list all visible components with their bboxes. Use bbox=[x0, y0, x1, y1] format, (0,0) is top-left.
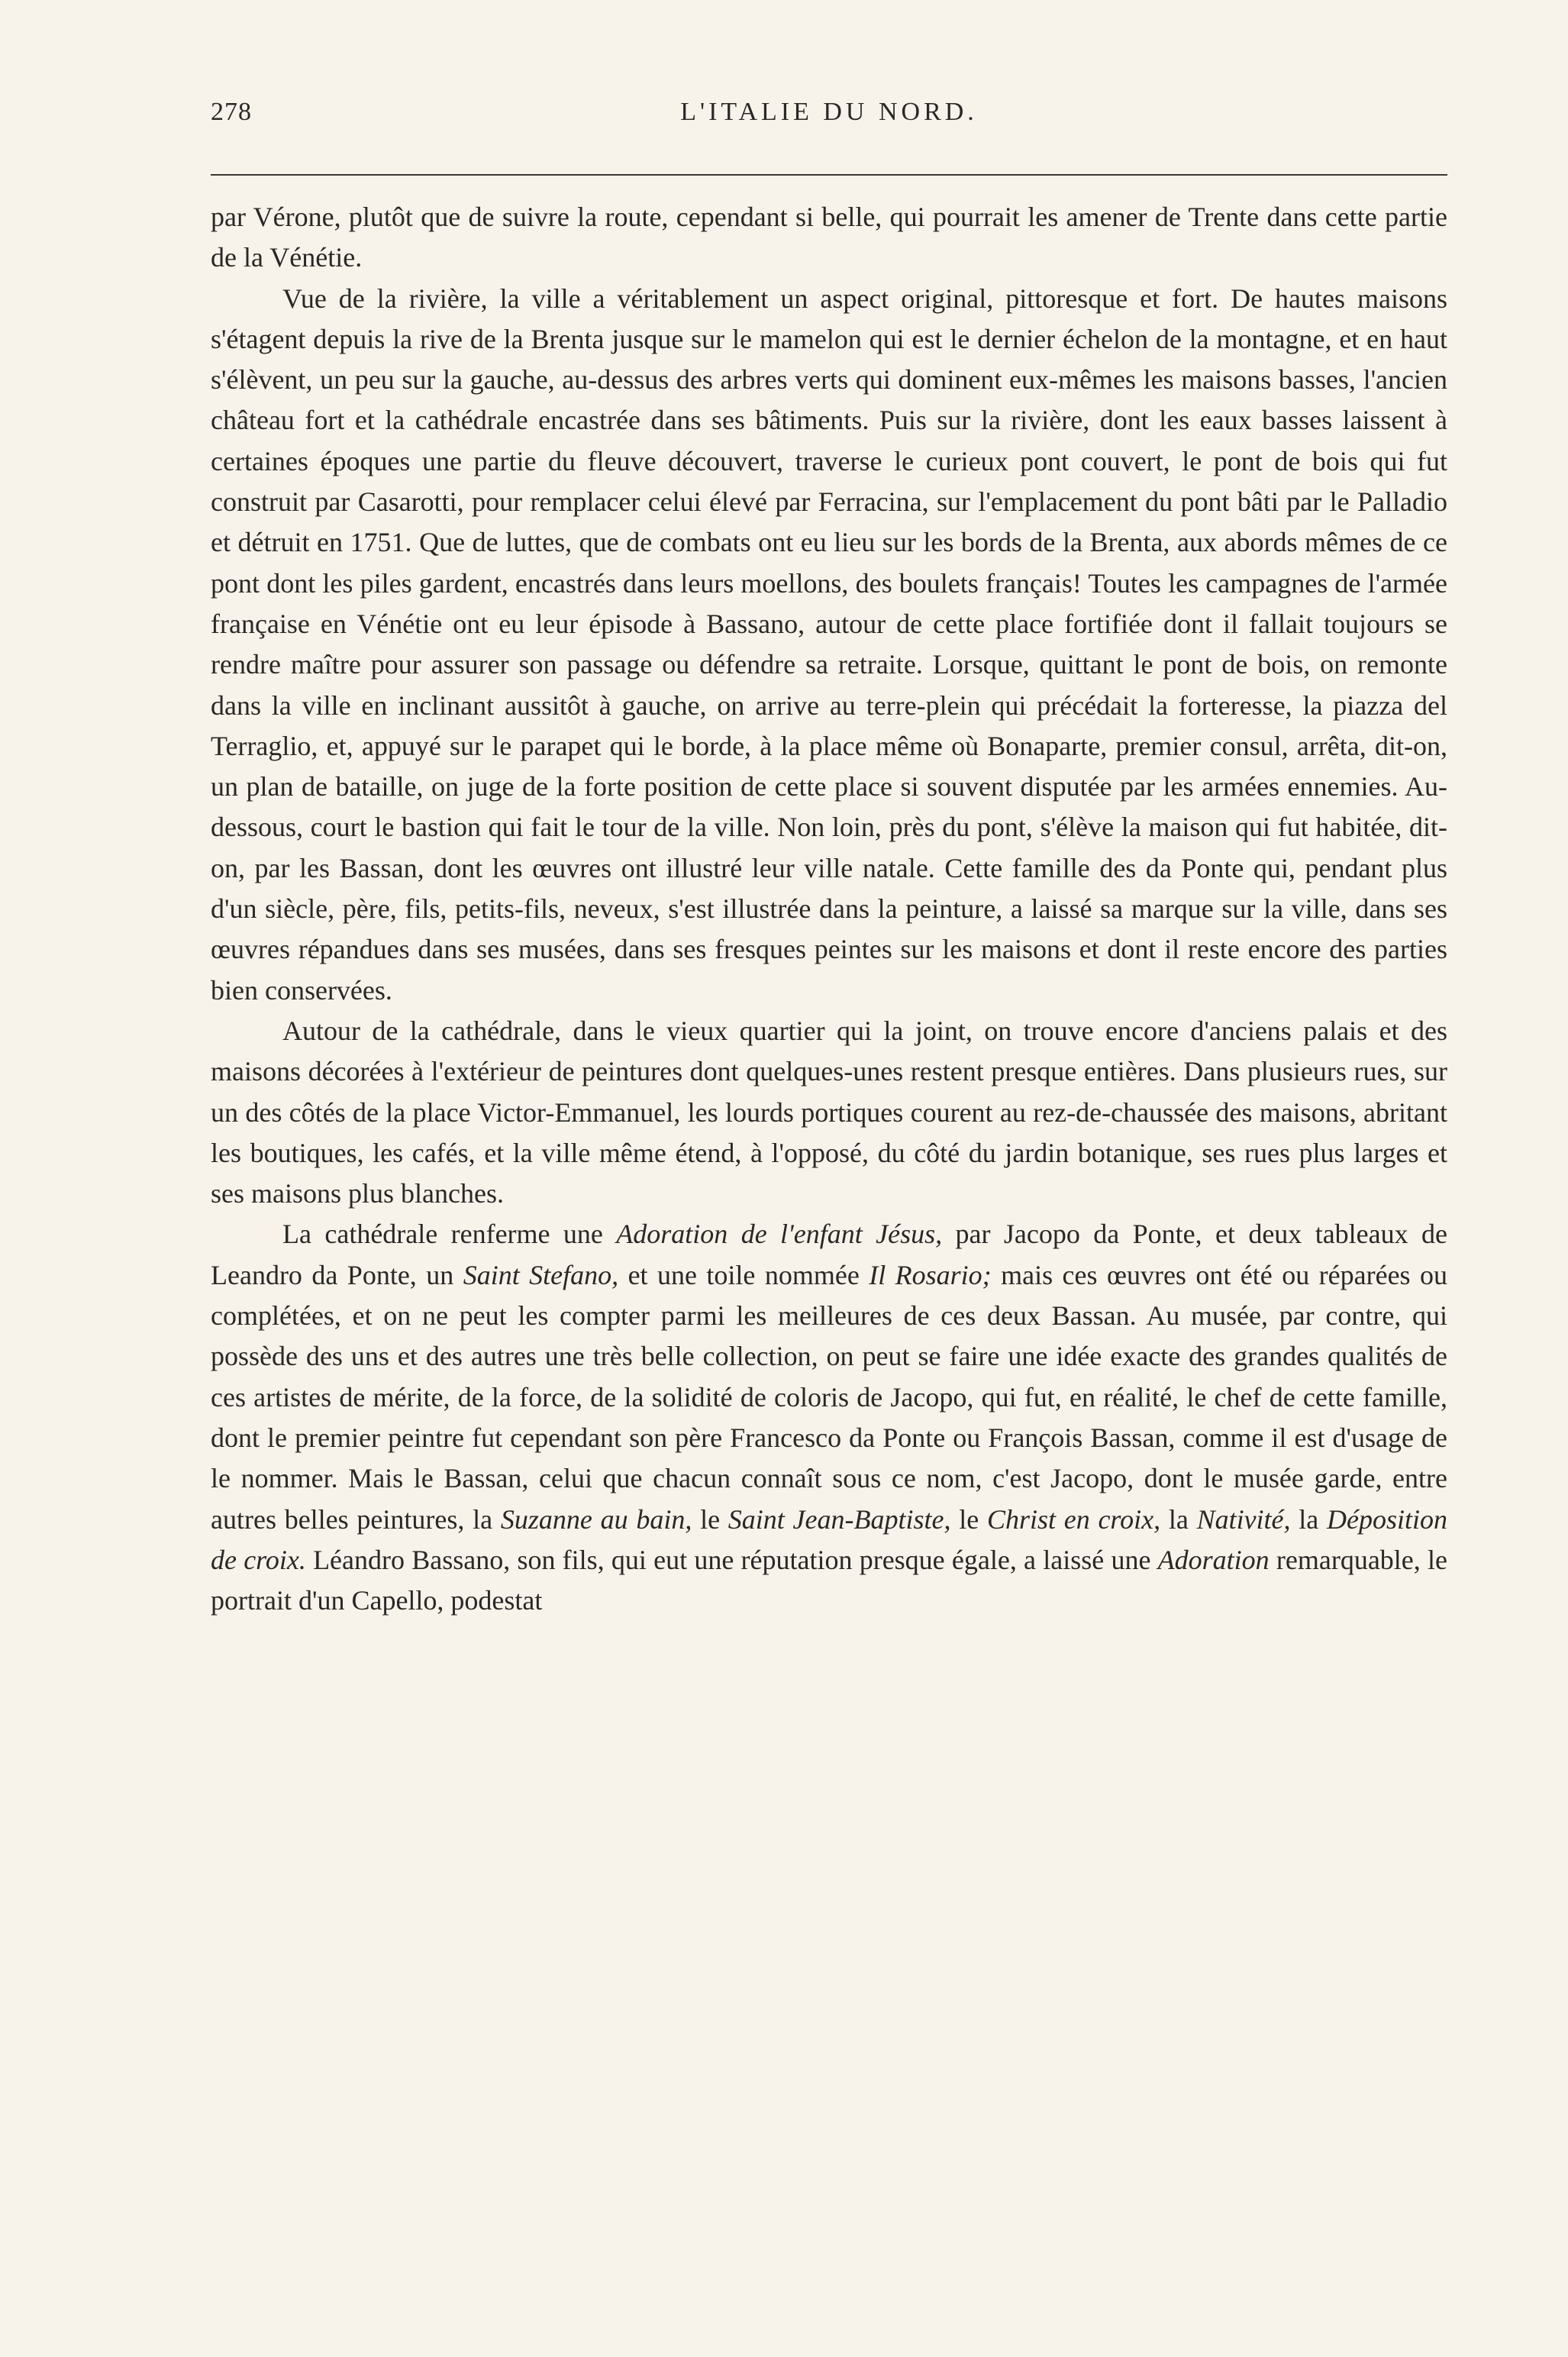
text-run: la bbox=[1160, 1503, 1197, 1535]
running-title: L'ITALIE DU NORD. bbox=[680, 98, 978, 126]
page-header bbox=[211, 98, 1447, 144]
text-run: Vue de la rivière, la ville a véritablement un aspect original, pittoresque et fort. De hautes maisons s'étagent depuis la rive de la Brenta jusque sur le mamelon qui est le dernier échelon de la montagne, et en haut s'élèvent, un peu sur la gauche, au-dessus des arbres verts qui dominent eux-mêmes les maisons basses, l'ancien château fort et la cathédrale encastrée dans ses bâtiments. Puis sur la rivière, dont les eaux basses laissent à certaines époques une partie du fleuve découvert, traverse le curieux pont couvert, le pont de bois qui fut construit par Casarotti, pour remplacer celui élevé par Ferracina, sur l'emplacement du pont bâti par le Palladio et détruit en 1751. Que de luttes, que de combats ont eu lieu sur les bords de la Brenta, aux abords mêmes de ce pont dont les piles gardent, encastrés dans leurs moellons, des boulets français! Toutes les campagnes de l'armée française en Vénétie ont eu leur épisode à Bassano, autour de cette place fortifiée dont il fallait toujours se rendre maître pour assurer son passage ou défendre sa retraite. Lorsque, quittant le pont de bois, on remonte dans la ville en inclinant aussitôt à gauche, on arrive au terre-plein qui précédait la forteresse, la piazza del Terraglio, et, appuyé sur le parapet qui le borde, à la place même où Bonaparte, premier consul, arrêta, dit-on, un plan de bataille, on juge de la forte position de cette place si souvent disputée par les armées ennemies. Au-dessous, court le bastion qui fait le tour de la ville. Non loin, près du pont, s'élève la maison qui fut habitée, dit-on, par les Bassan, dont les œuvres ont illustré leur ville natale. Cette famille des da Ponte qui, pendant plus d'un siècle, père, fils, petits-fils, neveux, s'est illustrée dans la peinture, a laissé sa marque sur la ville, dans ses œuvres répandues dans ses musées, dans ses fresques peintes sur les maisons et dont il reste encore des parties bien conservées. bbox=[211, 283, 1447, 1006]
italic-title: Il Rosario; bbox=[869, 1259, 992, 1290]
text-run: Léandro Bassano, son fils, qui eut une réputation presque égale, a laissé une bbox=[305, 1544, 1158, 1575]
italic-title: Adoration bbox=[1157, 1544, 1270, 1575]
text-run: et une toile nommée bbox=[618, 1259, 869, 1290]
text-run: par Vérone, plutôt que de suivre la route, cependant si belle, qui pourrait les amener de Trente dans cette partie de la Vénétie. bbox=[211, 202, 1447, 273]
paragraph bbox=[211, 1214, 1447, 1621]
italic-title: Saint Jean-Baptiste, bbox=[728, 1503, 951, 1535]
italic-title: Christ en croix, bbox=[986, 1503, 1161, 1535]
italic-title: Nativité, bbox=[1196, 1503, 1291, 1535]
paragraph bbox=[211, 1011, 1447, 1214]
italic-title: Adoration de l'enfant Jésus, bbox=[616, 1219, 943, 1250]
text-run: La cathédrale renferme une bbox=[282, 1219, 617, 1250]
text-run: le bbox=[950, 1503, 987, 1535]
paragraph bbox=[211, 279, 1447, 1011]
text-run: par Jacopo da Ponte, et deux tableaux de Leandro da Ponte, un bbox=[211, 1219, 1448, 1290]
text-run: le bbox=[692, 1503, 728, 1535]
text-run: mais ces œuvres ont été ou réparées ou complétées, et on ne peut les compter parmi les meilleures de ces deux Bassan. Au musée, par contre, qui possède des uns et des autres une très belle collection, on peut se faire une idée exacte des grandes qualités de ces artistes de mérite, de la force, de la solidité de coloris de Jacopo, qui fut, en réalité, le chef de cette famille, dont le premier peintre fut cependant son père Francesco da Ponte ou François Bassan, comme il est d'usage de le nommer. Mais le Bassan, celui que chacun connaît sous ce nom, c'est Jacopo, dont le musée garde, entre autres belles peintures, la bbox=[211, 1259, 1447, 1535]
body-text bbox=[211, 197, 1447, 1621]
italic-title: Saint Stefano, bbox=[463, 1259, 619, 1290]
text-run: Autour de la cathédrale, dans le vieux quartier qui la joint, on trouve encore d'anciens palais et des maisons décorées à l'extérieur de peintures dont quelques-unes restent presque entières. Dans plusieurs rues, sur un des côtés de la place Victor-Emmanuel, les lourds portiques courent au rez-de-chaussée des maisons, abritant les boutiques, les cafés, et la ville même étend, à l'opposé, du côté du jardin botanique, ses rues plus larges et ses maisons plus blanches. bbox=[211, 1015, 1447, 1209]
text-run: la bbox=[1290, 1503, 1328, 1535]
page-number: 278 bbox=[211, 98, 252, 126]
italic-title: Déposition de croix. bbox=[211, 1503, 1448, 1575]
text-run: remarquable, le portrait d'un Capello, podestat bbox=[211, 1544, 1447, 1616]
paragraph bbox=[211, 197, 1447, 279]
italic-title: Suzanne au bain, bbox=[500, 1503, 692, 1535]
header-rule bbox=[211, 174, 1447, 176]
